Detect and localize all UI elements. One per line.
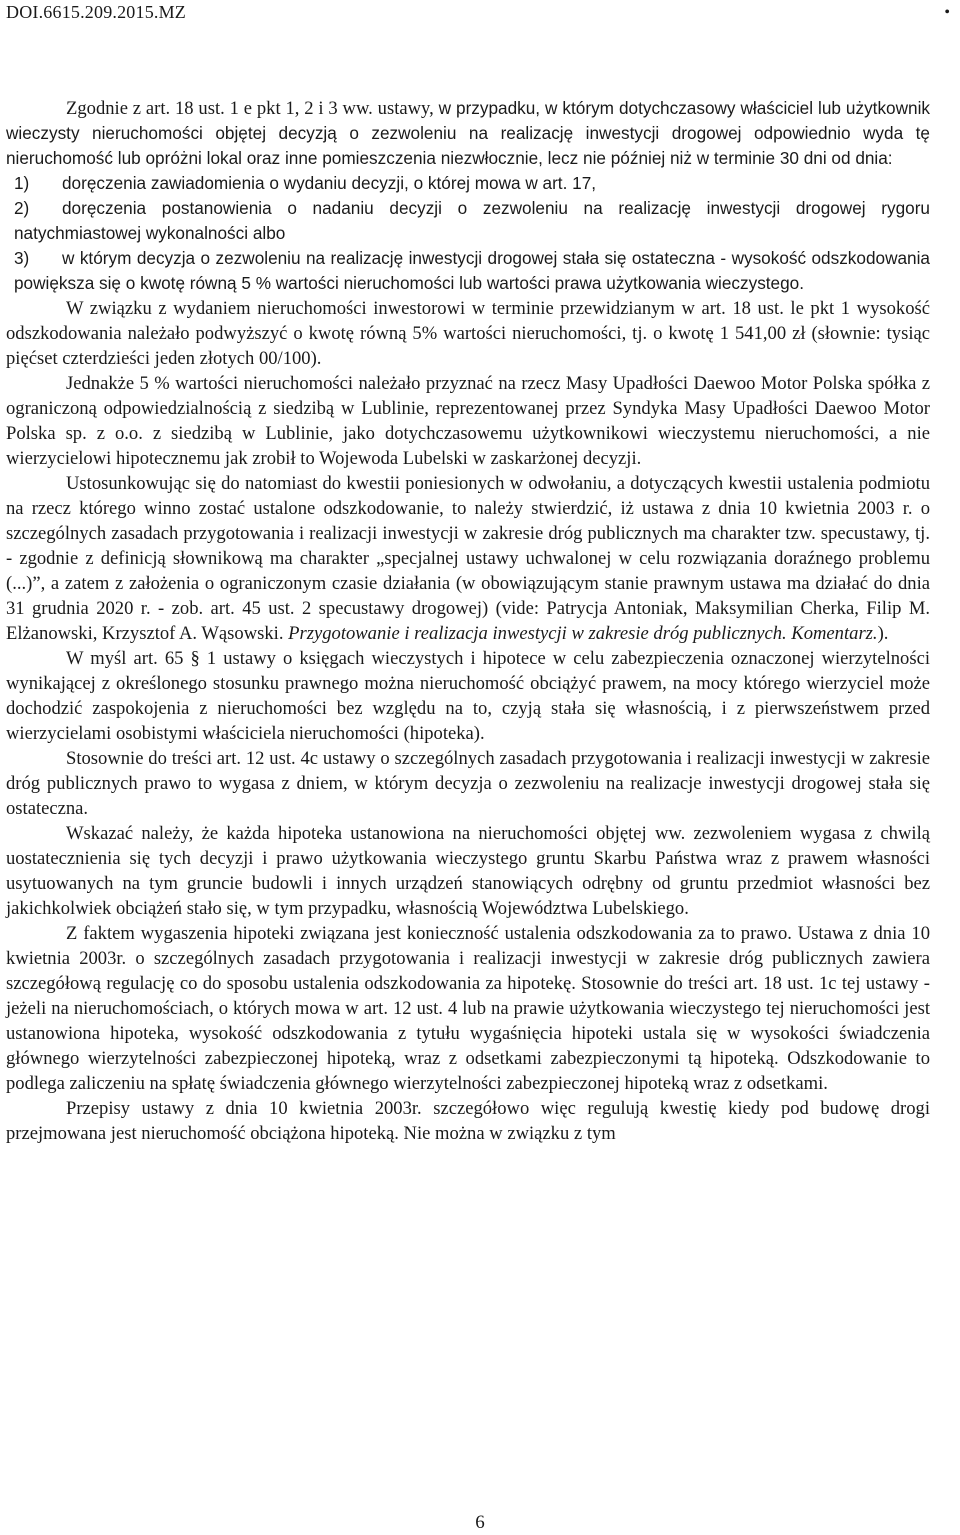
paragraph-4-text: Ustosunkowując się do natomiast do kwestii poniesionych w odwołaniu, a dotyczących kwestii ustalenia podmiotu na rzecz którego winno zostać ustalone odszkodowanie, to należy stwierdzić, iż ustawa z dnia 10 kwietnia 2003 r. o szczególnych zasadach przygotowania i realizacji inwestycji w zakresie dróg publicznych ma charakter tzw. specustawy, tj. - zgodnie z definicją słownikową ma charakter „specjalnej ustawy uchwalonej w celu rozwiązania doraźnego problemu (...)”, a zatem z założenia o ograniczonym czasie działania (w obowiązującym stanie prawnym ustawa ma działać do dnia 31 grudnia 2020 r. - zob. art. 45 ust. 2 specustawy drogowej) (vide: Patrycja Antoniak, Maksymilian Cherka, Filip M. Elżanowski, Krzysztof A. Wąsowski. — [6, 473, 930, 644]
paragraph-9: Przepisy ustawy z dnia 10 kwietnia 2003r. szczegółowo więc regulują kwestię kiedy pod budowę drogi przejmowana jest nieruchomość obciążona hipoteką. Nie można w związku z tym — [6, 1098, 930, 1144]
document-body — [6, 96, 930, 1146]
paragraph-7: Wskazać należy, że każda hipoteka ustanowiona na nieruchomości objętej ww. zezwoleniem wygasa z chwilą uostatecznienia się tych decyzji i prawo użytkowania wieczystego gruntu Skarbu Państwa wraz z prawem własności usytuowanych na tym gruncie budowli i innych urządzeń stanowiących odrębny od gruntu przedmiot własności bez jakichkolwiek obciążeń stało się, w tym przypadku, własnością Województwa Lubelskiego. — [6, 823, 930, 919]
list-item-1 — [6, 171, 930, 196]
document-reference-number: DOI.6615.209.2015.MZ — [6, 2, 186, 22]
paragraph-8: Z faktem wygaszenia hipoteki związana jest konieczność ustalenia odszkodowania za to prawo. Ustawa z dnia 10 kwietnia 2003r. o szczególnych zasadach przygotowania i realizacji inwestycji w zakresie dróg publicznych zawiera szczegółową regulację co do sposobu ustalenia odszkodowania za hipotekę. Stosownie do treści art. 18 ust. 1c tej ustawy - jeżeli na nieruchomościach, o których mowa w art. 12 ust. 4 lub na prawie użytkowania wieczystego tej nieruchomości jest ustanowiona hipoteka, wysokość odszkodowania z tytułu wygaśnięcia hipoteki ustala się w wysokości świadczenia głównego wierzytelności zabezpieczonej hipoteką, wraz z odsetkami zabezpieczonymi tą hipoteką. Odszkodowanie to podlega zaliczeniu na spłatę świadczenia głównego wierzytelności zabezpieczonej hipoteką wraz z odsetkami. — [6, 923, 930, 1094]
paragraph-1-lead: Zgodnie z art. 18 ust. 1 e pkt 1, 2 i 3 ww. ustawy, — [66, 98, 439, 119]
paragraph-4-end: ). — [877, 623, 889, 644]
paragraph-5: W myśl art. 65 § 1 ustawy o księgach wieczystych i hipotece w celu zabezpieczenia oznaczonej wierzytelności wynikającej z określonego stosunku prawnego można nieruchomość obciążyć prawem, na mocy którego wierzyciel może dochodzić zaspokojenia z nieruchomości bez względu na to, czyją stała się własnością, i z pierwszeństwem przed wierzycielami osobistymi właściciela nieruchomości (hipoteka). — [6, 648, 930, 744]
list-item-1-text: doręczenia zawiadomienia o wydaniu decyzji, o której mowa w art. 17, — [62, 173, 597, 193]
paragraph-2: W związku z wydaniem nieruchomości inwestorowi w terminie przewidzianym w art. 18 ust. le pkt 1 wysokość odszkodowania należało podwyższyć o kwotę równą 5% wartości nieruchomości, tj. o kwotę 1 541,00 zł (słownie: tysiąc pięćset czterdzieści jeden złotych 00/100). — [6, 298, 930, 369]
list-item-3-text: w którym decyzja o zezwoleniu na realizację inwestycji drogowej stała się ostateczna - wysokość odszkodowania powiększa się o kwotę równą 5 % wartości nieruchomości lub wartości prawa użytkowania wieczystego. — [14, 248, 930, 293]
paragraph-4 — [6, 471, 930, 646]
list-item-2-text: doręczenia postanowienia o nadaniu decyzji o zezwoleniu na realizację inwestycji drogowej rygoru natychmiastowej wykonalności albo — [14, 198, 930, 243]
list-item-2-number: 2) — [14, 198, 30, 218]
paragraph-1 — [6, 96, 930, 171]
paragraph-4-book-title: Przygotowanie i realizacja inwestycji w zakresie dróg publicznych. Komentarz. — [288, 623, 878, 644]
list-item-1-number: 1) — [14, 173, 30, 193]
corner-mark: • — [944, 4, 950, 21]
paragraph-6: Stosownie do treści art. 12 ust. 4c ustawy o szczególnych zasadach przygotowania i realizacji inwestycji w zakresie dróg publicznych prawo to wygasa z dniem, w którym decyzja o zezwoleniu na realizacje inwestycji drogowej stała się ostateczna. — [6, 748, 930, 819]
page-number: 6 — [475, 1512, 485, 1533]
paragraph-1-quote: w przypadku, w którym dotychczasowy właściciel lub użytkownik wieczysty nieruchomości objętej decyzją o zezwoleniu na realizację inwestycji drogowej odpowiednio wyda tę nieruchomość lub opróżni lokal oraz inne pomieszczenia niezwłocznie, lecz nie później niż w terminie 30 dni od dnia: — [6, 98, 930, 168]
list-item-3-number: 3) — [14, 248, 30, 268]
list-item-3 — [6, 246, 930, 296]
paragraph-3: Jednakże 5 % wartości nieruchomości należało przyznać na rzecz Masy Upadłości Daewoo Motor Polska spółka z ograniczoną odpowiedzialnością z siedzibą w Lublinie, reprezentowanej przez Syndyka Masy Upadłości Daewoo Motor Polska sp. z o.o. z siedzibą w Lublinie, jako dotychczasowemu użytkownikowi wieczystemu nieruchomości, a nie wierzycielowi hipotecznemu jak zrobił to Wojewoda Lubelski w zaskarżonej decyzji. — [6, 373, 930, 469]
list-item-2 — [6, 196, 930, 246]
